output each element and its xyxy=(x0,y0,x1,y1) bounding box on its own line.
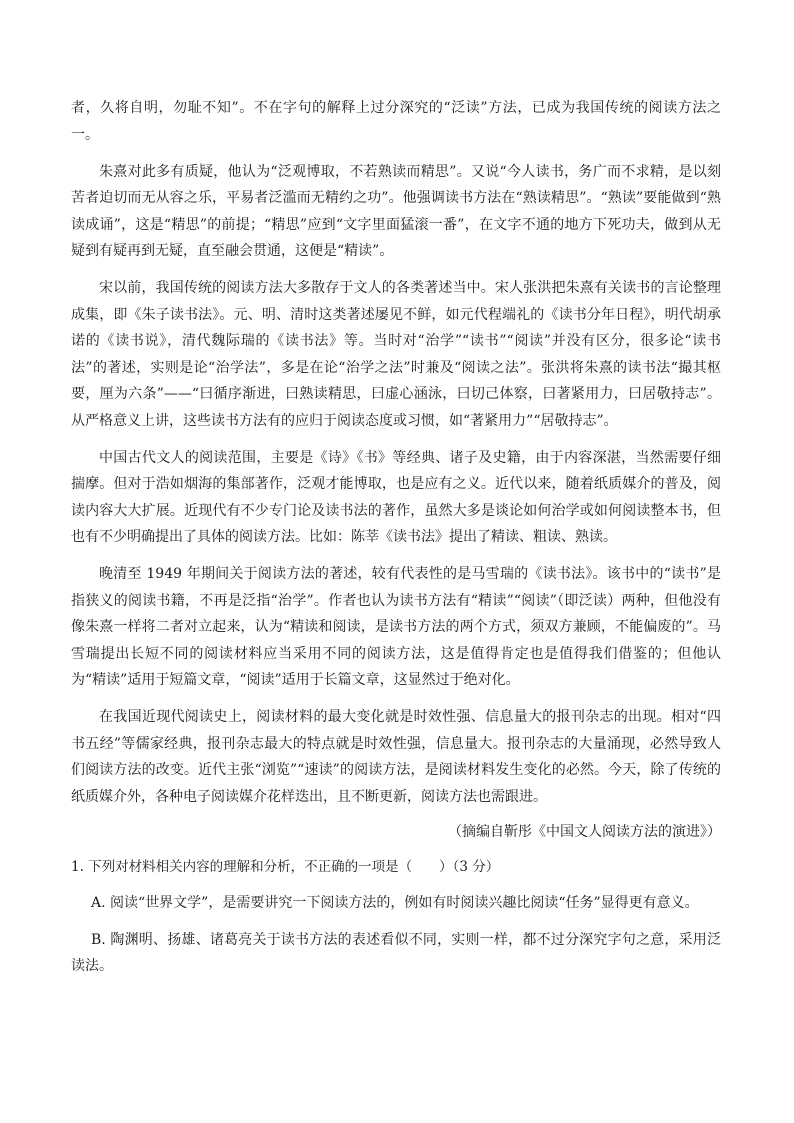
article-paragraph: 者，久将自明，勿耻不知”。不在字句的解释上过分深究的“泛读”方法，已成为我国传统的阅读方法之一。 xyxy=(71,100,721,143)
article-paragraph: 在我国近现代阅读史上，阅读材料的最大变化就是时效性强、信息量大的报刊杂志的出现。相对“四书五经”等儒家经典，报刊杂志最大的特点就是时效性强，信息量大。报刊杂志的大量涌现，必然导致人们阅读方法的改变。近代主张“浏览”“速读”的阅读方法，是阅读材料发生变化的必然。今天，除了传统的纸质媒介外，各种电子阅读媒介花样迭出，且不断更新，阅读方法也需跟进。 xyxy=(71,709,721,805)
answer-option-b: B. 陶渊明、扬雄、诸葛亮关于读书方法的表述看似不同，实则一样，都不过分深究字句之意，采用泛读法。 xyxy=(71,931,721,974)
article-paragraph: 宋以前，我国传统的阅读方法大多散存于文人的各类著述当中。宋人张洪把朱熹有关读书的言论整理成集，即《朱子读书法》。元、明、清时这类著述屡见不鲜，如元代程端礼的《读书分年日程》，明代胡承诺的《读书说》，清代魏际瑞的《读书法》等。当时对“治学”“读书”“阅读”并没有区分，很多论“读书法”的著述，实则是论“治学法”，多是在论“治学之法”时兼及“阅读之法”。张洪将朱熹的读书法“撮其枢要，厘为六条”——“曰循序渐进，曰熟读精思，曰虚心涵泳，曰切己体察，曰著紧用力，曰居敬持志”。从严格意义上讲，这些读书方法有的应归于阅读态度或习惯，如“著紧用力”“居敬持志”。 xyxy=(71,280,721,429)
article-paragraph: 中国古代文人的阅读范围，主要是《诗》《书》等经典、诸子及史籍，由于内容深湛，当然需要仔细揣摩。但对于浩如烟海的集部著作，泛观才能博取，也是应有之义。近代以来，随着纸质媒介的普及，阅读内容大大扩展。近现代有不少专门论及读书法的著作，虽然大多是谈论如何治学或如何阅读整本书，但也有不少明确提出了具体的阅读方法。比如：陈莘《读书法》提出了精读、粗读、熟读。 xyxy=(71,449,721,545)
article-paragraph: 晚清至 1949 年期间关于阅读方法的著述，较有代表性的是马雪瑞的《读书法》。该书中的“读书”是指狭义的阅读书籍，不再是泛指“治学”。作者也认为读书方法有“精读”“阅读”（即泛读）两种，但他没有像朱熹一样将二者对立起来，认为“精读和阅读，是读书方法的两个方式，须双方兼顾，不能偏废的”。马雪瑞提出长短不同的阅读材料应当采用不同的阅读方法，这是值得肯定也是值得我们借鉴的；但他认为“精读”适用于短篇文章，“阅读”适用于长篇文章，这显然过于绝对化。 xyxy=(71,566,721,688)
article-paragraph: 朱熹对此多有质疑，他认为“泛观博取，不若熟读而精思”。又说“今人读书，务广而不求精，是以刻苦者迫切而无从容之乐，平易者泛滥而无精约之功”。他强调读书方法在“熟读精思”。“熟读”要能做到“熟读成诵”，这是“精思”的前提；“精思”应到“文字里面猛滚一番”，在文字不通的地方下死功夫，做到从无疑到有疑再到无疑，直至融会贯通，这便是“精读”。 xyxy=(71,163,721,259)
answer-option-a: A. 阅读“世界文学”，是需要讲究一下阅读方法的，例如有时阅读兴趣比阅读“任务”显得更有意义。 xyxy=(91,894,699,911)
question-stem: 1. 下列对材料相关内容的理解和分析，不正确的一项是（ ）（3 分） xyxy=(71,859,500,875)
document-page xyxy=(71,95,721,990)
article-source: （摘编自靳彤《中国文人阅读方法的演进》） xyxy=(448,823,721,840)
